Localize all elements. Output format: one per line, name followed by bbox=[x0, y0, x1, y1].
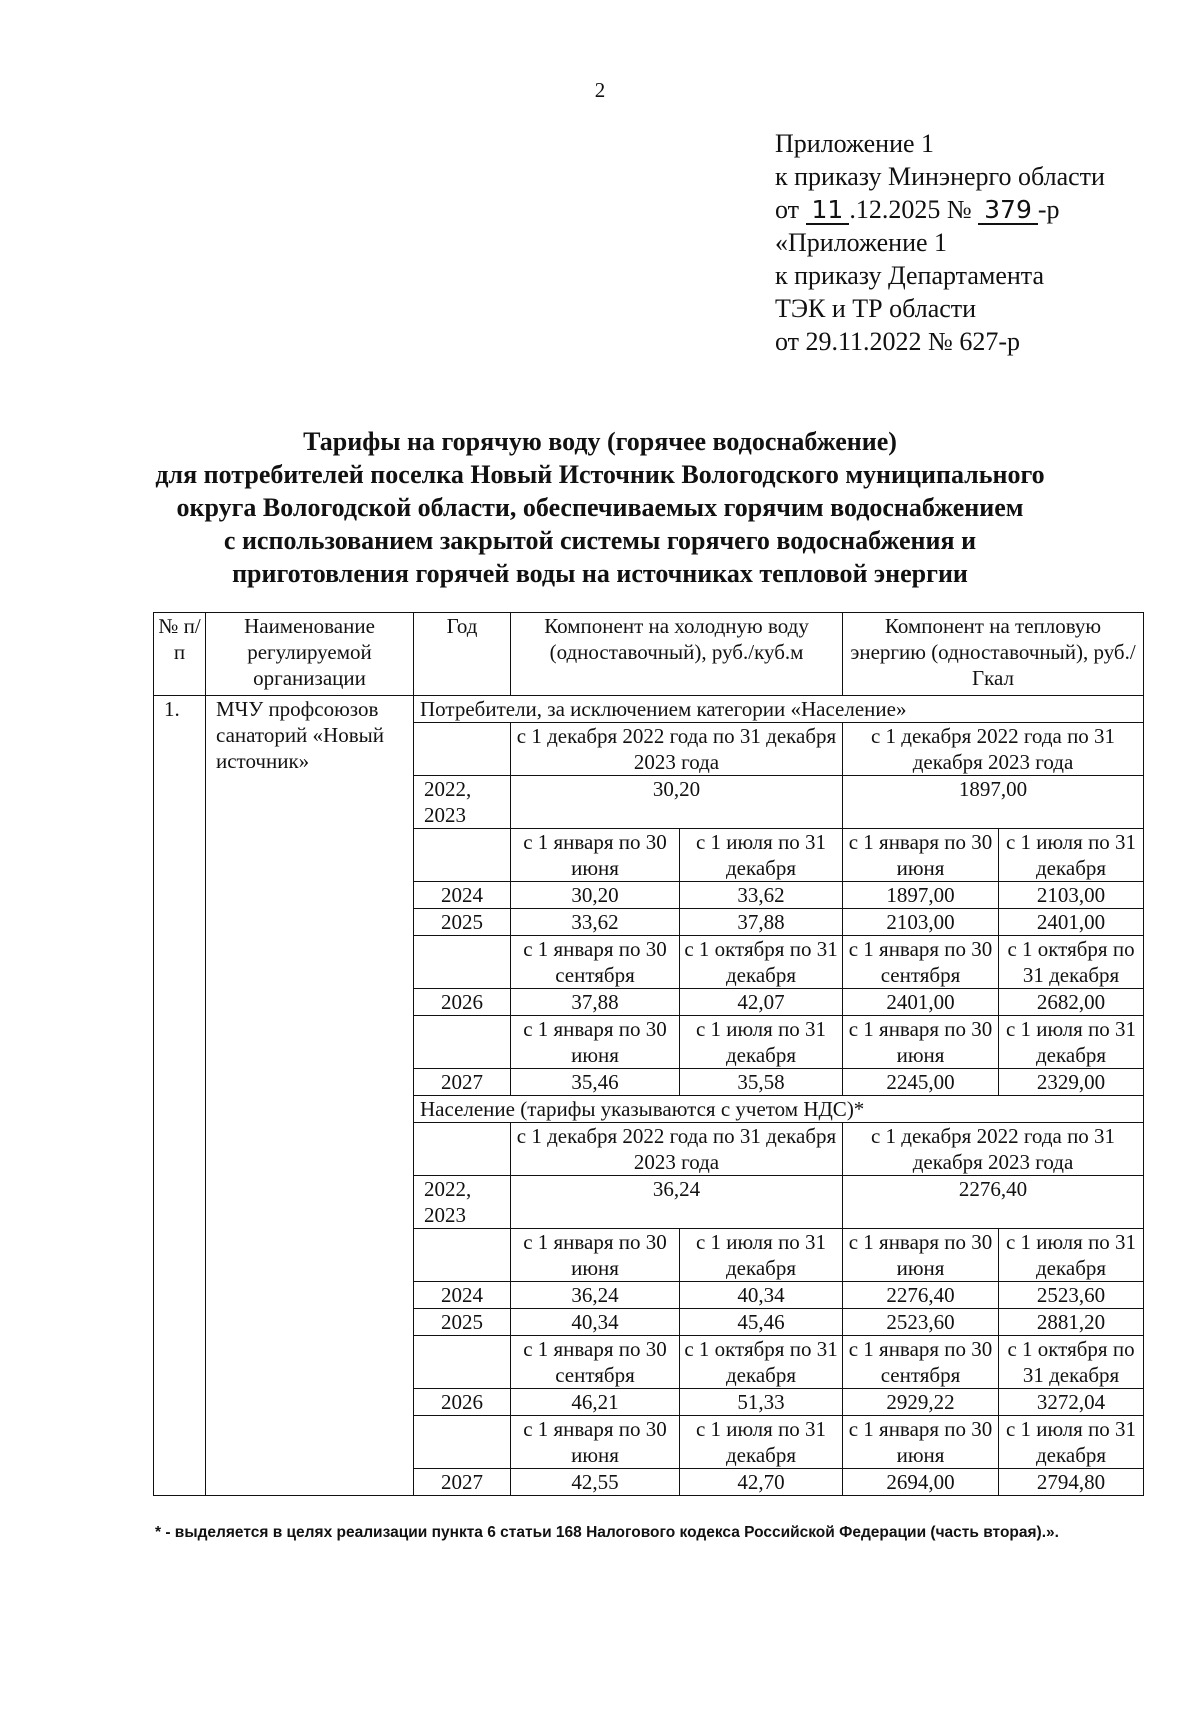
appendix-line: к приказу Минэнерго области bbox=[775, 162, 1105, 191]
organization-name: МЧУ профсоюзов санаторий «Новый источник» bbox=[206, 696, 414, 1496]
group-title: Потребители, за исключением категории «Население» bbox=[414, 696, 1144, 723]
cold-value: 36,24 bbox=[511, 1282, 680, 1309]
cold-value: 30,20 bbox=[511, 776, 843, 829]
year-cell: 2026 bbox=[414, 1389, 511, 1416]
page-number: 2 bbox=[594, 78, 606, 102]
handwritten-order-number: 379 bbox=[978, 197, 1038, 225]
cold-value: 33,62 bbox=[511, 909, 680, 936]
year-cell: 2022, 2023 bbox=[414, 1176, 511, 1229]
empty-year-cell bbox=[414, 1416, 511, 1469]
period-heat: с 1 декабря 2022 года по 31 декабря 2023 года bbox=[843, 723, 1144, 776]
heat-value: 2881,20 bbox=[999, 1309, 1144, 1336]
heat-value: 2401,00 bbox=[843, 989, 999, 1016]
period-cold-second: с 1 июля по 31 декабря bbox=[680, 1229, 843, 1282]
period-heat-first: с 1 января по 30 сентября bbox=[843, 936, 999, 989]
cold-value: 40,34 bbox=[680, 1282, 843, 1309]
row-number: 1. bbox=[154, 696, 206, 1496]
period-cold-first: с 1 января по 30 июня bbox=[511, 829, 680, 882]
cold-value: 40,34 bbox=[511, 1309, 680, 1336]
period-cold-first: с 1 января по 30 сентября bbox=[511, 936, 680, 989]
year-cell: 2022, 2023 bbox=[414, 776, 511, 829]
year-cell: 2025 bbox=[414, 1309, 511, 1336]
heat-value: 1897,00 bbox=[843, 776, 1144, 829]
cold-value: 35,46 bbox=[511, 1069, 680, 1096]
empty-year-cell bbox=[414, 936, 511, 989]
period-heat: с 1 декабря 2022 года по 31 декабря 2023 года bbox=[843, 1123, 1144, 1176]
period-cold: с 1 декабря 2022 года по 31 декабря 2023 года bbox=[511, 723, 843, 776]
cold-value: 42,55 bbox=[511, 1469, 680, 1496]
cold-value: 42,07 bbox=[680, 989, 843, 1016]
period-heat-second: с 1 июля по 31 декабря bbox=[999, 829, 1144, 882]
header-organization: Наименование регулируемой организации bbox=[206, 613, 414, 696]
title-line: для потребителей поселка Новый Источник Вологодского муниципального bbox=[155, 460, 1045, 489]
period-cold-first: с 1 января по 30 июня bbox=[511, 1416, 680, 1469]
year-cell: 2024 bbox=[414, 882, 511, 909]
cold-value: 42,70 bbox=[680, 1469, 843, 1496]
period-heat-first: с 1 января по 30 июня bbox=[843, 1016, 999, 1069]
year-cell: 2027 bbox=[414, 1069, 511, 1096]
period-heat-second: с 1 июля по 31 декабря bbox=[999, 1229, 1144, 1282]
empty-year-cell bbox=[414, 1336, 511, 1389]
year-cell: 2025 bbox=[414, 909, 511, 936]
period-heat-first: с 1 января по 30 сентября bbox=[843, 1336, 999, 1389]
cold-value: 36,24 bbox=[511, 1176, 843, 1229]
period-cold-second: с 1 октября по 31 декабря bbox=[680, 936, 843, 989]
year-cell: 2026 bbox=[414, 989, 511, 1016]
cold-value: 35,58 bbox=[680, 1069, 843, 1096]
document-title bbox=[60, 425, 1140, 590]
heat-value: 2523,60 bbox=[843, 1309, 999, 1336]
appendix-prefix: от bbox=[775, 195, 800, 224]
period-heat-second: с 1 июля по 31 декабря bbox=[999, 1416, 1144, 1469]
period-cold: с 1 декабря 2022 года по 31 декабря 2023 года bbox=[511, 1123, 843, 1176]
heat-value: 2523,60 bbox=[999, 1282, 1144, 1309]
title-line: с использованием закрытой системы горячего водоснабжения и bbox=[223, 526, 977, 555]
cold-value: 51,33 bbox=[680, 1389, 843, 1416]
title-line: Тарифы на горячую воду (горячее водоснабжение) bbox=[303, 427, 897, 456]
heat-value: 2276,40 bbox=[843, 1282, 999, 1309]
heat-value: 2401,00 bbox=[999, 909, 1144, 936]
heat-value: 2682,00 bbox=[999, 989, 1144, 1016]
heat-value: 2245,00 bbox=[843, 1069, 999, 1096]
appendix-order-line bbox=[775, 193, 1105, 226]
empty-year-cell bbox=[414, 1123, 511, 1176]
header-year: Год bbox=[414, 613, 511, 696]
group-title-row bbox=[154, 696, 1144, 723]
cold-value: 37,88 bbox=[511, 989, 680, 1016]
header-num: № п/п bbox=[154, 613, 206, 696]
year-cell: 2024 bbox=[414, 1282, 511, 1309]
empty-year-cell bbox=[414, 1229, 511, 1282]
appendix-line: от 29.11.2022 № 627-р bbox=[775, 327, 1021, 356]
empty-year-cell bbox=[414, 723, 511, 776]
empty-year-cell bbox=[414, 1016, 511, 1069]
appendix-suffix: -р bbox=[1037, 195, 1060, 224]
appendix-line: «Приложение 1 bbox=[775, 228, 948, 257]
heat-value: 2276,40 bbox=[843, 1176, 1144, 1229]
appendix-header bbox=[775, 127, 1105, 358]
period-heat-first: с 1 января по 30 июня bbox=[843, 1229, 999, 1282]
heat-value: 2694,00 bbox=[843, 1469, 999, 1496]
cold-value: 46,21 bbox=[511, 1389, 680, 1416]
heat-value: 2103,00 bbox=[843, 909, 999, 936]
cold-value: 37,88 bbox=[680, 909, 843, 936]
period-cold-second: с 1 июля по 31 декабря bbox=[680, 829, 843, 882]
period-cold-first: с 1 января по 30 сентября bbox=[511, 1336, 680, 1389]
cold-value: 45,46 bbox=[680, 1309, 843, 1336]
tariffs-table bbox=[153, 612, 1144, 1496]
heat-value: 2929,22 bbox=[843, 1389, 999, 1416]
cold-value: 33,62 bbox=[680, 882, 843, 909]
header-cold-water: Компонент на холодную воду (одноставочный), руб./куб.м bbox=[511, 613, 843, 696]
period-cold-second: с 1 октября по 31 декабря bbox=[680, 1336, 843, 1389]
period-heat-first: с 1 января по 30 июня bbox=[843, 1416, 999, 1469]
period-cold-second: с 1 июля по 31 декабря bbox=[680, 1416, 843, 1469]
period-cold-second: с 1 июля по 31 декабря bbox=[680, 1016, 843, 1069]
appendix-line: к приказу Департамента bbox=[775, 261, 1045, 290]
period-cold-first: с 1 января по 30 июня bbox=[511, 1229, 680, 1282]
period-heat-second: с 1 июля по 31 декабря bbox=[999, 1016, 1144, 1069]
period-heat-first: с 1 января по 30 июня bbox=[843, 829, 999, 882]
year-cell: 2027 bbox=[414, 1469, 511, 1496]
appendix-line: Приложение 1 bbox=[775, 129, 935, 158]
appendix-date: .12.2025 № bbox=[849, 195, 972, 224]
period-heat-second: с 1 октября по 31 декабря bbox=[999, 936, 1144, 989]
title-line: приготовления горячей воды на источниках тепловой энергии bbox=[232, 559, 968, 588]
appendix-line: ТЭК и ТР области bbox=[775, 294, 977, 323]
handwritten-day: 11 bbox=[806, 197, 850, 225]
period-heat-second: с 1 октября по 31 декабря bbox=[999, 1336, 1144, 1389]
heat-value: 3272,04 bbox=[999, 1389, 1144, 1416]
cold-value: 30,20 bbox=[511, 882, 680, 909]
heat-value: 2103,00 bbox=[999, 882, 1144, 909]
heat-value: 1897,00 bbox=[843, 882, 999, 909]
group-title: Население (тарифы указываются с учетом НДС)* bbox=[414, 1096, 1144, 1123]
header-row bbox=[154, 613, 1144, 696]
header-heat-energy: Компонент на тепловую энергию (одноставочный), руб./Гкал bbox=[843, 613, 1144, 696]
heat-value: 2794,80 bbox=[999, 1469, 1144, 1496]
footnote: * - выделяется в целях реализации пункта 6 статьи 168 Налогового кодекса Российской Федерации (часть вторая).». bbox=[155, 1524, 1059, 1541]
title-line: округа Вологодской области, обеспечиваемых горячим водоснабжением bbox=[176, 493, 1024, 522]
empty-year-cell bbox=[414, 829, 511, 882]
heat-value: 2329,00 bbox=[999, 1069, 1144, 1096]
period-cold-first: с 1 января по 30 июня bbox=[511, 1016, 680, 1069]
